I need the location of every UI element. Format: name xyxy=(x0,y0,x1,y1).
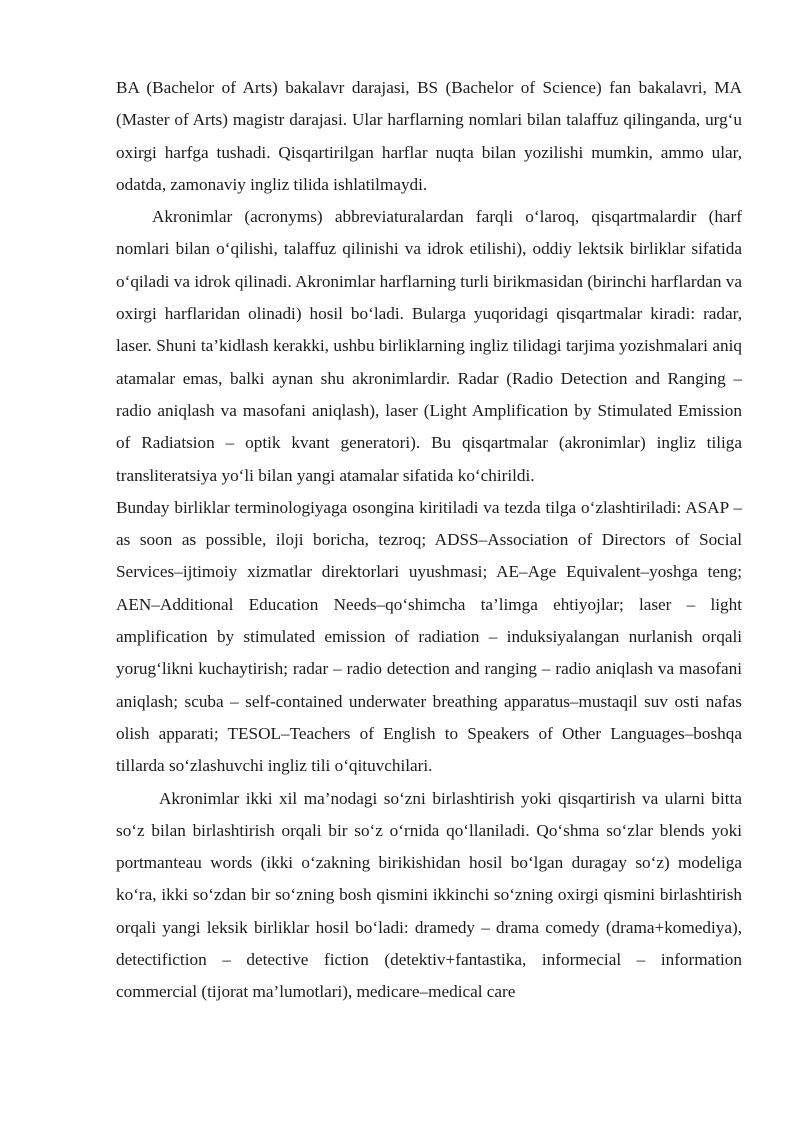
document-page xyxy=(116,72,742,1009)
paragraph-acronyms-definition: Akronimlar (acronyms) abbreviaturalardan farqli o‘laroq, qisqartmalardir (harf nomlari bilan o‘qilishi, talaffuz qilinishi va idrok etilishi), oddiy lektsik birliklar sifatida o‘qiladi va idrok qilinadi. Akronimlar harflarning turli birikmasidan (birinchi harflardan va oxirgi harflaridan olinadi) hosil bo‘ladi. Bularga yuqoridagi qisqartmalar kiradi: radar, laser. Shuni ta’kidlash kerakki, ushbu birliklarning ingliz tilidagi tarjima yozishmalari aniq atamalar emas, balki aynan shu akronimlardir. Radar (Radio Detection and Ranging – radio aniqlash va masofani aniqlash), laser (Light Amplification by Stimulated Emission of Radiatsion – optik kvant generatori). Bu qisqartmalar (akronimlar) ingliz tiliga transliteratsiya yo‘li bilan yangi atamalar sifatida ko‘chirildi. xyxy=(116,207,742,485)
paragraph-degrees: BA (Bachelor of Arts) bakalavr darajasi, BS (Bachelor of Science) fan bakalavri, MA (Master of Arts) magistr darajasi. Ular harflarning nomlari bilan talaffuz qilinganda, urg‘u oxirgi harfga tushadi. Qisqartirilgan harflar nuqta bilan yozilishi mumkin, ammo ular, odatda, zamonaviy ingliz tilida ishlatilmaydi. xyxy=(116,78,742,194)
paragraph-terminology-examples: Bunday birliklar terminologiyaga osongina kiritiladi va tezda tilga o‘zlashtiriladi: ASAP – as soon as possible, iloji boricha, tezroq; ADSS–Association of Directors of Social Services–ijtimoiy xizmatlar direktorlari uyushmasi; AE–Age Equivalent–yoshga teng; AEN–Additional Education Needs–qo‘shimcha ta’limga ehtiyojlar; laser – light amplification by stimulated emission of radiation – induksiyalangan nurlanish orqali yorug‘likni kuchaytirish; radar – radio detection and ranging – radio aniqlash va masofani aniqlash; scuba – self-contained underwater breathing apparatus–mustaqil suv osti nafas olish apparati; TESOL–Teachers of English to Speakers of Other Languages–boshqa tillarda so‘zlashuvchi ingliz tili o‘qituvchilari. xyxy=(116,497,742,776)
paragraph-blends: Akronimlar ikki xil ma’nodagi so‘zni birlashtirish yoki qisqartirish va ularni bitta so‘z bilan birlashtirish orqali bir so‘z o‘rnida qo‘llaniladi. Qo‘shma so‘zlar blends yoki portmanteau words (ikki o‘zakning birikishidan hosil bo‘lgan duragay so‘z) modeliga ko‘ra, ikki so‘zdan bir so‘zning bosh qismini ikkinchi so‘zning oxirgi qismini birlashtirish orqali yangi leksik birliklar hosil bo‘ladi: dramedy – drama comedy (drama+komediya), detectifiction – detective fiction (detektiv+fantastika, informecial – information commercial (tijorat ma’lumotlari), medicare–medical care xyxy=(116,788,742,1002)
